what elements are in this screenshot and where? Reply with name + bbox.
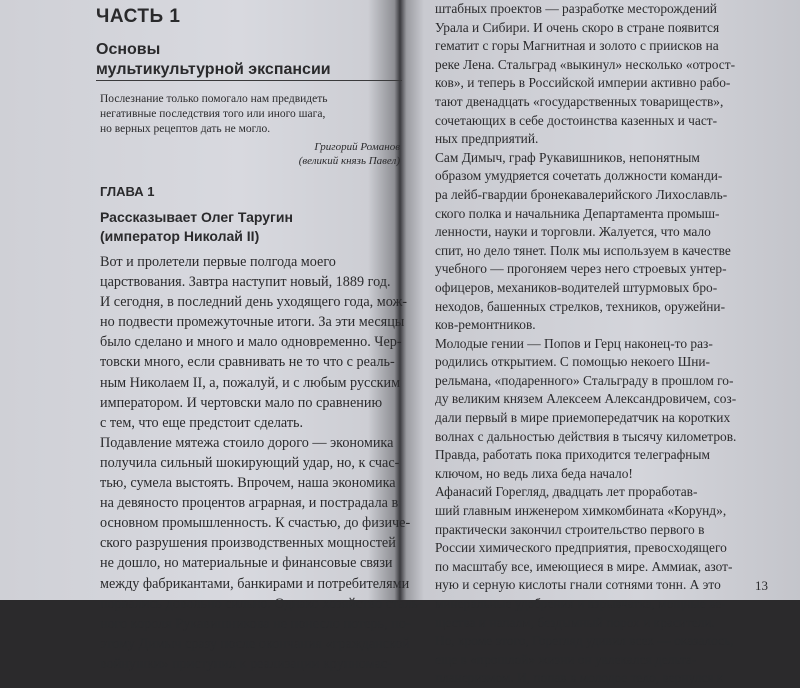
text-line: императором. И чертовски мало по сравнению (100, 394, 383, 411)
text-line: ного короля Рукавишникова не понесло потерь, по- (100, 615, 411, 632)
epigraph-line: но верных рецептов дать не могло. (100, 123, 271, 135)
text-line: еще в «прошлой» жизни он увлекался дельта- (435, 651, 697, 667)
text-line: России химического предприятия, превосходящего (435, 540, 727, 556)
chapter-subtitle-line: (император Николай II) (100, 228, 260, 244)
text-line: но подвести промежуточные итоги. За эти месяцы (100, 314, 405, 331)
part-title: ЧАСТЬ 1 (96, 6, 181, 27)
epigraph-author: Григорий Романов (314, 141, 400, 153)
text-line: планеризмом. И, попав в молодое тело, вернулся к (435, 670, 724, 686)
text-line: ского полка и начальника Департамента промыш- (435, 205, 720, 221)
part-subtitle (96, 40, 416, 80)
divider (96, 80, 402, 81)
epigraph-line: Послезнание только помогало нам предвидеть (100, 93, 328, 105)
text-line: ным Николаем II, а, пожалуй, и с любым русским (100, 374, 401, 391)
part-subtitle-line: мультикультурной экспансии (96, 61, 331, 78)
text-line: войнушки» приступил к реализации крупномас- (100, 655, 392, 672)
text-line: спит, но дело тянет. Полк мы используем в качестве (435, 242, 731, 258)
text-line: ского разрушения производственных мощностей (100, 535, 396, 552)
epigraph-attribution (270, 140, 400, 168)
text-line: дали первый в мире приемопередатчик на коротких (435, 410, 731, 426)
text-line: тают двенадцать «государственных товариществ», (435, 93, 724, 109)
text-line: Сам Димыч, граф Рукавишников, непонятным (435, 149, 700, 165)
right-page (425, 0, 780, 686)
text-line: было сделано и много и мало одновременно. Чер- (100, 334, 402, 351)
text-line: ший главным инженером химкомбината «Корунд», (435, 503, 727, 519)
text-line: ра лейб-гвардии бронекавалерийского Лихославль- (435, 186, 728, 202)
text-line: учебного — прогоняем через него строевых унтер- (435, 261, 727, 277)
left-body-text (100, 252, 423, 674)
text-line: образом умудряется сочетать должности команди- (435, 168, 723, 184)
chapter-subtitle (100, 208, 293, 246)
text-line: тью, сумела выстоять. Впрочем, наша экономика (100, 475, 396, 492)
text-line: Вот и пролетели первые полгода моего (100, 254, 336, 270)
text-line: с тем, что еще предстоит сделать. (100, 414, 304, 431)
text-line: товски много, если сравнивать не то что с реаль- (100, 354, 395, 371)
text-line: порвались довольно сильно. Однако хозяйство сталь- (100, 595, 423, 612)
text-line: сочетающих в себе достоинства казенных и част- (435, 112, 718, 128)
left-page (60, 0, 423, 672)
text-line: Урала и Сибири. И очень скоро в стране появится (435, 19, 720, 35)
text-line: ду великим князем Алексеем Александровичем, соз- (435, 391, 737, 407)
epigraph-line: негативные последствия того или иного шага, (100, 108, 326, 120)
text-line: по масштабу все, имеющиеся в мире. Аммиак, азот- (435, 558, 733, 574)
text-line: Правда, работать пока приходится телеграфным (435, 447, 710, 463)
text-line: рельмана, «подаренного» Стальграду в прошлом го- (435, 372, 734, 388)
text-line: не дошло, но материальные и финансовые связи (100, 555, 393, 572)
text-line: волнах с дальностью действия в тысячу километров. (435, 428, 737, 444)
text-line: минеральные удобрения и взрывчатка, мощные ве- (435, 596, 726, 611)
text-line: Но, кроме этого, Горегляд удивил всех — оказалось, (435, 633, 734, 649)
text-line: гематит с горы Магнитная и золото с приисков на (435, 38, 719, 54)
right-body-text (435, 0, 736, 688)
text-line: ключом, но ведь лиха беда начало! (435, 465, 633, 481)
text-line: ную и серную кислоты гнали сотнями тонн. А это (435, 577, 721, 593)
text-line: реке Лена. Стальград «выкинул» несколько «отрост- (435, 56, 736, 72)
text-line: Молодые гении — Попов и Герц наконец-то раз- (435, 335, 713, 351)
text-line: царствования. Завтра наступит новый, 1889 год. (100, 274, 391, 291)
chapter-title: ГЛАВА 1 (100, 184, 155, 199)
text-line: офицеров, механиков-водителей штурмовых бро- (435, 279, 718, 295)
page-number: 13 (755, 578, 768, 593)
text-line: Афанасий Горегляд, двадцать лет проработав- (435, 484, 698, 500)
text-line: И сегодня, в последний день уходящего года, мож- (100, 294, 407, 311)
text-line: практически закончил строительство первого в (435, 521, 705, 537)
text-line: между фабрикантами, банкирами и потребителями (100, 575, 410, 592)
text-line: получила сильный шокирующий удар, но, к счас- (100, 454, 400, 471)
epigraph (100, 92, 400, 137)
text-line: на девяносто процентов аграрная, и пострадала в (100, 495, 399, 512)
text-line: ных предприятий. (435, 131, 539, 147)
text-line: Подавление мятежа стоило дорого — экономика (100, 434, 394, 451)
text-line: ков-ремонтников. (435, 317, 536, 333)
text-line: неходов, башенных стрелков, техников, оружейни- (435, 298, 726, 314)
text-line: ков», и теперь в Российской империи активно рабо- (435, 75, 731, 91)
text-line: щества и напалм, бездымный порох и красители. (435, 614, 715, 630)
text-line: штабных проектов — разработке месторождений (435, 1, 717, 16)
text-line: этому Димыч сразу после окончания «гражданской (100, 635, 410, 652)
text-line: основном промышленность. К счастью, до физиче- (100, 515, 411, 532)
text-line: ленности, науки и торговли. Жалуется, что мало (435, 224, 711, 240)
chapter-subtitle-line: Рассказывает Олег Таругин (100, 209, 293, 225)
text-line: родились открытием. С помощью некоего Шни- (435, 354, 710, 370)
part-subtitle-line: Основы (96, 41, 161, 58)
epigraph-author-note: (великий князь Павел) (298, 155, 400, 167)
